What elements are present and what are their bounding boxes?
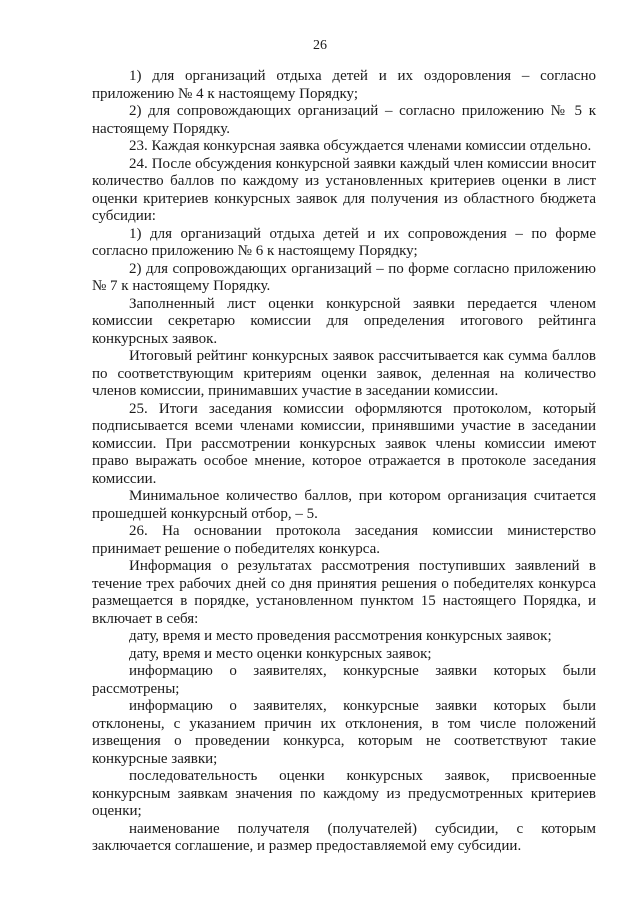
- paragraph-annex-7: 2) для сопровождающих организаций – по форме согласно приложению № 7 к настоящему Порядку.: [92, 260, 596, 294]
- paragraph-reviewed-applicants: информацию о заявителях, конкурсные заявки которых были рассмотрены;: [92, 663, 596, 697]
- paragraph-minimum-score: Минимальное количество баллов, при котором организация считается прошедшей конкурсный отбор, – 5.: [92, 488, 596, 522]
- paragraph-24: 24. После обсуждения конкурсной заявки каждый член комиссии вносит количество баллов по каждому из установленных критериев оценки в лист оценки критериев конкурсных заявок для получения из областного бюджета субсидии:: [92, 155, 596, 224]
- paragraph-evaluation-date: дату, время и место оценки конкурсных заявок;: [129, 645, 432, 662]
- paragraph-recipient: наименование получателя (получателей) субсидии, с которым заключается соглашение, и размер предоставляемой ему субсидии.: [92, 820, 596, 854]
- paragraph-annex-6: 1) для организаций отдыха детей и их сопровождения – по форме согласно приложению № 6 к настоящему Порядку;: [92, 225, 596, 259]
- paragraph-evaluation-sheet: Заполненный лист оценки конкурсной заявки передается членом комиссии секретарю комиссии для определения итогового рейтинга конкурсных заявок.: [92, 295, 596, 347]
- paragraph-26: 26. На основании протокола заседания комиссии министерство принимает решение о победителях конкурса.: [92, 523, 596, 557]
- paragraph-rejected-applicants: информацию о заявителях, конкурсные заявки которых были отклонены, с указанием причин их отклонения, в том числе положений извещения о проведении конкурса, которым не соответствуют такие конкурсные заявки;: [92, 698, 596, 767]
- paragraph-review-date: дату, время и место проведения рассмотрения конкурсных заявок;: [129, 628, 552, 644]
- paragraph-results-info: Информация о результатах рассмотрения поступивших заявлений в течение трех рабочих дней со дня принятия решения о победителях конкурса размещается в порядке, установленном пунктом 15 настоящего Порядка, и включает в себя:: [92, 558, 596, 627]
- paragraph-evaluation-sequence: последовательность оценки конкурсных заявок, присвоенные конкурсным заявкам значения по каждому из предусмотренных критериев оценки;: [92, 768, 596, 819]
- paragraph-annex-4: 1) для организаций отдыха детей и их оздоровления – согласно приложению № 4 к настоящему Порядку;: [92, 68, 596, 102]
- paragraph-23: 23. Каждая конкурсная заявка обсуждается членами комиссии отдельно.: [129, 138, 592, 154]
- paragraph-final-rating: Итоговый рейтинг конкурсных заявок рассчитывается как сумма баллов по соответствующим критериям оценки заявок, деленная на количество членов комиссии, принимавших участие в заседании комиссии.: [92, 348, 596, 399]
- paragraph-annex-5: 2) для сопровождающих организаций – согласно приложению № 5 к настоящему Порядку.: [92, 103, 596, 137]
- document-body: [92, 68, 596, 856]
- paragraph-25: 25. Итоги заседания комиссии оформляются протоколом, который подписывается всеми членами комиссии, принявшими участие в заседании комиссии. При рассмотрении конкурсных заявок члены комиссии имеют право выражать особое мнение, которое отражается в протоколе заседания комиссии.: [92, 400, 596, 487]
- page-number: 26: [313, 38, 327, 53]
